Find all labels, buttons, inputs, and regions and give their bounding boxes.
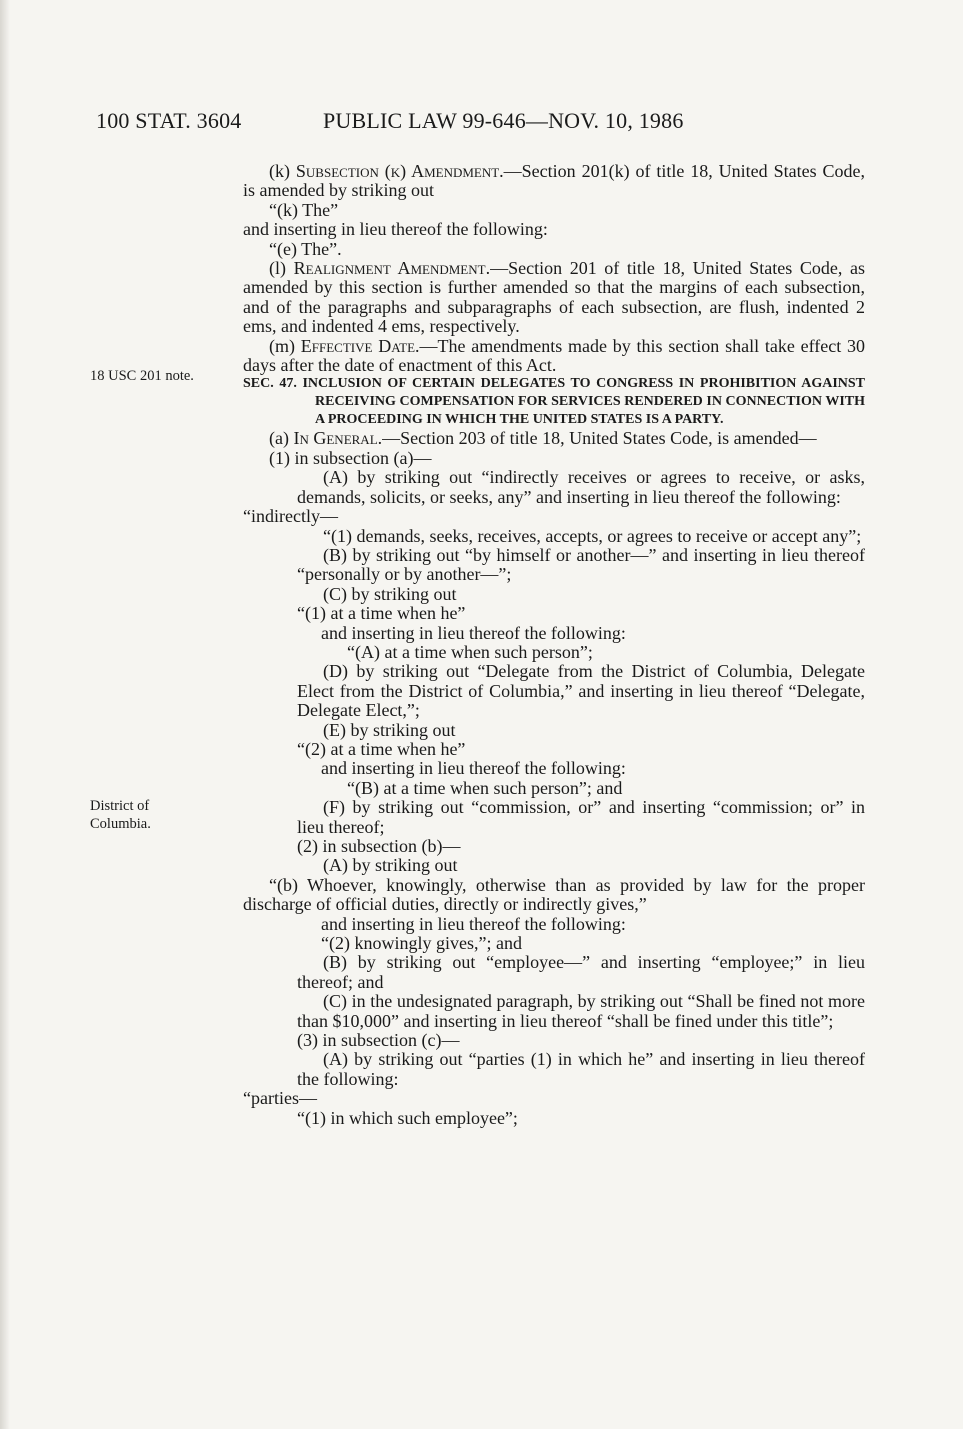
k-inserting: and inserting in lieu thereof the following: (243, 219, 548, 240)
subsection-l-heading: Realignment Amendment. (293, 258, 491, 279)
quote-e-the: “(e) The”. (269, 238, 342, 259)
quote-indirectly: “indirectly— (243, 506, 338, 527)
para-3-A: (A) by striking out “parties (1) in which he” and inserting in lieu thereof the following: (297, 1049, 865, 1089)
para-1-A: (A) by striking out “indirectly receives or agrees to receive, or asks, demands, solicits, or seeks, any” and inserting in lieu thereof the following: (297, 467, 865, 507)
para-2-C: (C) in the undesignated paragraph, by striking out “Shall be fined not more than $10,000” and inserting in lieu thereof “shall be fined under this title”; (297, 991, 865, 1031)
subsection-k-heading: Subsection (k) Amendment. (295, 161, 504, 181)
quote-1-in-which: “(1) in which such employee”; (297, 1107, 518, 1128)
quote-1-demands: “(1) demands, seeks, receives, accepts, or agrees to receive or accept any”; (323, 525, 862, 546)
subsection-a: (a) In General.—Section 203 of title 18, United States Code, is amended— (269, 428, 817, 449)
stat-page-number: 100 STAT. 3604 (96, 108, 242, 133)
quote-b-whoever: “(b) Whoever, knowingly, otherwise than as provided by law for the proper discharge of official duties, directly or indirectly gives,” (243, 874, 865, 915)
margin-note-usc: 18 USC 201 note. (90, 368, 194, 384)
margin-note-dc-line1: District of (90, 798, 150, 814)
para-1-E: (E) by striking out (323, 719, 456, 740)
quote-2-knowingly: “(2) knowingly gives,”; and (321, 933, 522, 954)
margin-note-dc-line2: Columbia. (90, 816, 151, 832)
para-1-C-inserting: and inserting in lieu thereof the following: (321, 622, 626, 643)
quote-k-the: “(k) The” (269, 199, 339, 220)
para-2-A-inserting: and inserting in lieu thereof the following: (321, 913, 626, 934)
quote-B-at-time: “(B) at a time when such person”; and (347, 777, 623, 798)
subsection-l: (l) Realignment Amendment.—Section 201 of title 18, United States Code, as amended by this section is further amended so that the margins of each subsection, and of the paragraphs and subparagraphs of each subsection, are flush, indented 2 ems, and indented 4 ems, respectively. (243, 258, 865, 337)
subsection-m: (m) Effective Date.—The amendments made by this section shall take effect 30 days after the date of enactment of this Act. (243, 335, 865, 376)
page-binding-edge (0, 0, 10, 1429)
quote-2-at-time: “(2) at a time when he” (297, 738, 466, 759)
statute-body (243, 162, 865, 1128)
para-1-B: (B) by striking out “by himself or another—” and inserting in lieu thereof “personally or by another—”; (297, 544, 865, 585)
para-1-C: (C) by striking out (323, 583, 457, 604)
para-1-D: (D) by striking out “Delegate from the District of Columbia, Delegate Elect from the District of Columbia,” and inserting in lieu thereof “Delegate, Delegate Elect,”; (297, 661, 865, 721)
subsection-m-heading: Effective Date. (300, 335, 420, 356)
para-1-F: (F) by striking out “commission, or” and inserting “commission; or” in lieu thereof; (297, 797, 865, 837)
quote-A-at-time: “(A) at a time when such person”; (347, 641, 593, 662)
para-2-B: (B) by striking out “employee—” and inserting “employee;” in lieu thereof; and (297, 952, 865, 992)
margin-note-dc (90, 797, 151, 833)
para-2-A: (A) by striking out (323, 855, 458, 876)
para-3: (3) in subsection (c)— (297, 1030, 460, 1051)
public-law-citation: PUBLIC LAW 99-646—NOV. 10, 1986 (323, 108, 684, 133)
para-1: (1) in subsection (a)— (269, 447, 432, 468)
para-2: (2) in subsection (b)— (297, 836, 461, 856)
subsection-a-heading: In General. (293, 428, 383, 449)
quote-1-at-time: “(1) at a time when he” (297, 603, 466, 624)
section-47-heading: SEC. 47. INCLUSION OF CERTAIN DELEGATES TO CONGRESS IN PROHIBITION AGAINST RECEIVING COMPENSATION FOR SERVICES RENDERED IN CONNECTION WITH A PROCEEDING IN WHICH THE UNITED STATES IS A PARTY. (243, 376, 865, 428)
quote-parties: “parties— (243, 1088, 317, 1109)
subsection-k: (k) Subsection (k) Amendment.—Section 201(k) of title 18, United States Code, is amended by striking out (243, 161, 865, 201)
para-1-E-inserting: and inserting in lieu thereof the following: (321, 758, 626, 779)
